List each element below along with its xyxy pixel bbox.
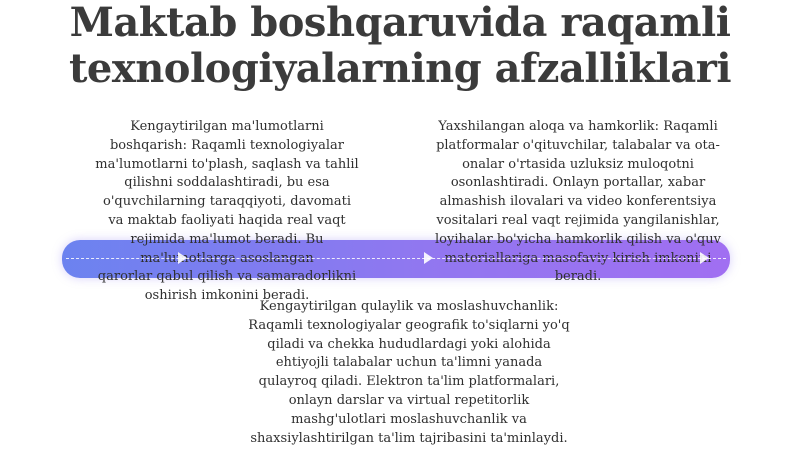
text-line: vositalari real vaqt rejimida yangilanishlar, — [436, 212, 720, 228]
text-line: ma'lumotlarni to'plash, saqlash va tahlil — [95, 156, 359, 172]
text-line: loyihalar bo'yicha hamkorlik qilish va o'quv — [435, 231, 721, 247]
text-line: materiallariga masofaviy kirish imkonini — [444, 250, 712, 266]
text-block-accessibility — [228, 298, 590, 448]
text-line: boshqarish: Raqamli texnologiyalar — [109, 137, 344, 153]
text-line: qarorlar qabul qilish va samaradorlikni — [97, 269, 357, 285]
text-line: onalar o'rtasida uzluksiz muloqotni — [462, 156, 694, 172]
text-line: Kengaytirilgan qulaylik va moslashuvchanlik: — [259, 299, 559, 314]
title-line-2: texnologiyalarning afzalliklari — [68, 45, 732, 92]
slide-title — [0, 0, 800, 92]
text-line: ma'lumotlarga asoslangan — [140, 250, 314, 266]
text-line: ehtiyojli talabalar uchun ta'limni yanada — [275, 355, 543, 371]
text-line: Raqamli texnologiyalar geografik to'siqlarni yo'q — [248, 317, 570, 333]
text-line: osonlashtiradi. Onlayn portallar, xabar — [450, 175, 706, 191]
text-line: qiladi va chekka hududlardagi yoki alohida — [267, 336, 551, 352]
text-line: platformalar o'qituvchilar, talabalar va ota- — [436, 137, 720, 153]
arrow-right-icon — [700, 252, 709, 264]
text-line: shaxsiylashtirilgan ta'lim tajribasini ta'minlaydi. — [250, 430, 568, 446]
text-line: qulayroq qiladi. Elektron ta'lim platformalari, — [258, 374, 560, 390]
text-line: Kengaytirilgan ma'lumotlarni — [130, 119, 324, 134]
text-line: Yaxshilangan aloqa va hamkorlik: Raqamli — [438, 119, 718, 134]
text-line: beradi. — [554, 269, 602, 285]
arrow-right-icon — [178, 252, 187, 264]
text-block-communication — [418, 118, 738, 287]
text-line: almashish ilovalari va video konferentsiya — [439, 194, 717, 210]
arrow-right-icon — [424, 252, 433, 264]
timeline-dashed-line — [66, 258, 726, 259]
text-line: va maktab faoliyati haqida real vaqt — [108, 212, 346, 228]
text-line: onlayn darslar va virtual repetitorlik — [288, 392, 530, 408]
title-line-1: Maktab boshqaruvida raqamli — [69, 0, 731, 46]
text-line: mashg'ulotlari moslashuvchanlik va — [291, 411, 527, 427]
text-block-data-management — [72, 118, 382, 306]
text-line: o'quvchilarning taraqqiyoti, davomati — [103, 194, 351, 210]
text-line: oshirish imkonini beradi. — [144, 288, 310, 304]
text-line: rejimida ma'lumot beradi. Bu — [130, 231, 324, 247]
text-line: qilishni soddalashtiradi, bu esa — [124, 175, 330, 191]
